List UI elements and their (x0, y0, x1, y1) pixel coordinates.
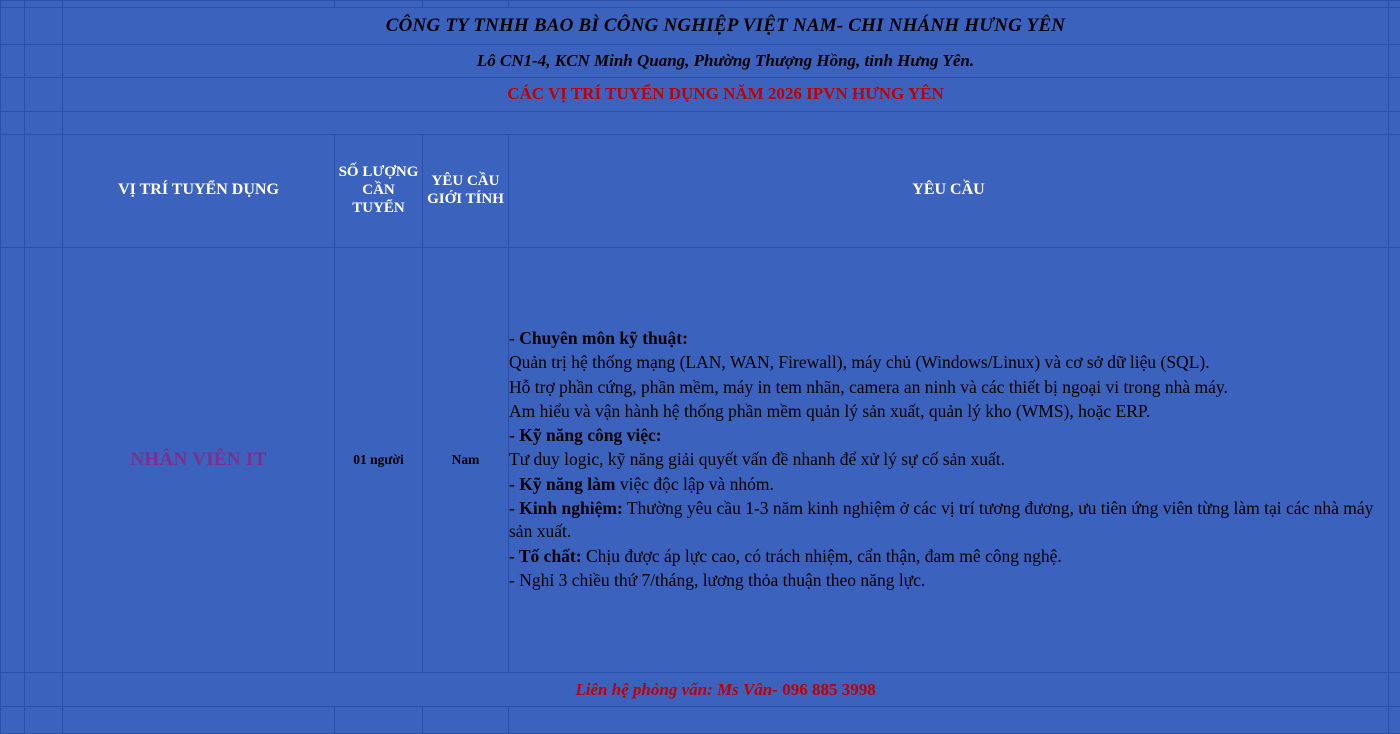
right-margin-cell (1389, 44, 1400, 78)
cell-gender: Nam (423, 247, 509, 673)
requirement-line (509, 424, 1388, 447)
gutter-cell (25, 707, 63, 734)
headline-row (1, 78, 1400, 112)
left-margin-cell (1, 44, 25, 78)
left-margin-cell (1, 8, 25, 45)
requirement-label: - Chuyên môn kỹ thuật: (509, 328, 688, 349)
contact-phone: 096 885 3998 (782, 679, 876, 699)
spacer-cell (63, 111, 1389, 134)
strip-cell (509, 1, 1389, 8)
bottom-strip-row (1, 707, 1400, 734)
requirement-text: Quản trị hệ thống mạng (LAN, WAN, Firewall), máy chủ (Windows/Linux) và cơ sở dữ liệu (SQL). (509, 352, 1210, 373)
requirement-line (509, 448, 1388, 471)
cell-quantity: 01 người (335, 247, 423, 673)
company-address: Lô CN1-4, KCN Minh Quang, Phường Thượng Hồng, tỉnh Hưng Yên. (63, 44, 1389, 78)
column-header-position: VỊ TRÍ TUYỂN DỤNG (63, 134, 335, 247)
gutter-cell (25, 44, 63, 78)
contact-label: Liên hệ phỏng vấn: Ms Vân- (575, 679, 783, 699)
requirement-line (509, 497, 1388, 544)
strip-cell (63, 707, 335, 734)
strip-cell (509, 707, 1389, 734)
contact-info (63, 673, 1389, 707)
right-margin-cell (1389, 247, 1400, 673)
requirement-text: Chịu được áp lực cao, có trách nhiệm, cẩn thận, đam mê công nghệ. (581, 545, 1062, 566)
strip-cell (423, 1, 509, 8)
strip-cell (423, 707, 509, 734)
left-margin-cell (1, 707, 25, 734)
table-row (1, 247, 1400, 673)
right-margin-cell (1389, 78, 1400, 112)
page-title: CÁC VỊ TRÍ TUYỂN DỤNG NĂM 2026 IPVN HƯNG YÊN (63, 78, 1389, 112)
right-margin-cell (1389, 1, 1400, 8)
requirement-label: - Tố chất: (509, 545, 582, 566)
column-header-gender: YÊU CẦU GIỚI TÍNH (423, 134, 509, 247)
strip-cell (335, 707, 423, 734)
requirement-label: - Kỹ năng công việc: (509, 425, 662, 446)
requirement-line (509, 327, 1388, 350)
gutter-cell (25, 1, 63, 8)
left-margin-cell (1, 111, 25, 134)
company-name: CÔNG TY TNHH BAO BÌ CÔNG NGHIỆP VIỆT NAM- CHI NHÁNH HƯNG YÊN (63, 8, 1389, 45)
gutter-cell (25, 673, 63, 707)
gutter-cell (25, 8, 63, 45)
requirement-line (509, 569, 1388, 592)
requirement-text: - Nghỉ 3 chiều thứ 7/tháng, lương thỏa thuận theo năng lực. (509, 569, 926, 590)
requirement-line (509, 400, 1388, 423)
requirement-text: Hỗ trợ phần cứng, phần mềm, máy in tem nhãn, camera an ninh và các thiết bị ngoại vi trong nhà máy. (509, 376, 1228, 397)
company-title-row (1, 8, 1400, 45)
right-margin-cell (1389, 8, 1400, 45)
cell-position: NHÂN VIÊN IT (63, 247, 335, 673)
left-margin-cell (1, 247, 25, 673)
requirement-text: việc độc lập và nhóm. (615, 473, 774, 494)
right-margin-cell (1389, 134, 1400, 247)
row-gutter-cell (25, 247, 63, 673)
left-margin-cell (1, 1, 25, 8)
right-margin-cell (1389, 111, 1400, 134)
left-margin-cell (1, 134, 25, 247)
requirement-line (509, 545, 1388, 568)
requirement-line (509, 473, 1388, 496)
right-margin-cell (1389, 707, 1400, 734)
requirement-line (509, 376, 1388, 399)
cell-requirements (509, 247, 1389, 673)
gutter-cell (25, 78, 63, 112)
top-strip-row (1, 1, 1400, 8)
gutter-cell (25, 111, 63, 134)
left-margin-cell (1, 673, 25, 707)
requirement-label: - Kỹ năng làm (509, 473, 616, 494)
left-margin-cell (1, 78, 25, 112)
column-header-requirements: YÊU CẦU (509, 134, 1389, 247)
table-header-row (1, 134, 1400, 247)
requirement-text: Am hiểu và vận hành hệ thống phần mềm quản lý sản xuất, quản lý kho (WMS), hoặc ERP. (509, 400, 1151, 421)
strip-cell (335, 1, 423, 8)
column-header-quantity: SỐ LƯỢNG CẦN TUYỂN (335, 134, 423, 247)
requirement-line (509, 351, 1388, 374)
right-margin-cell (1389, 673, 1400, 707)
gutter-cell (25, 134, 63, 247)
requirement-text: Thường yêu cầu 1-3 năm kinh nghiệm ở các vị trí tương đương, ưu tiên ứng viên từng làm tại các nhà máy sản xuất. (509, 497, 1374, 542)
strip-cell (63, 1, 335, 8)
address-row (1, 44, 1400, 78)
spacer-row (1, 111, 1400, 134)
contact-row (1, 673, 1400, 707)
requirements-list (509, 327, 1388, 592)
requirement-text: Tư duy logic, kỹ năng giải quyết vấn đề nhanh để xử lý sự cố sản xuất. (509, 449, 1005, 470)
requirement-label: - Kinh nghiệm: (509, 497, 623, 518)
